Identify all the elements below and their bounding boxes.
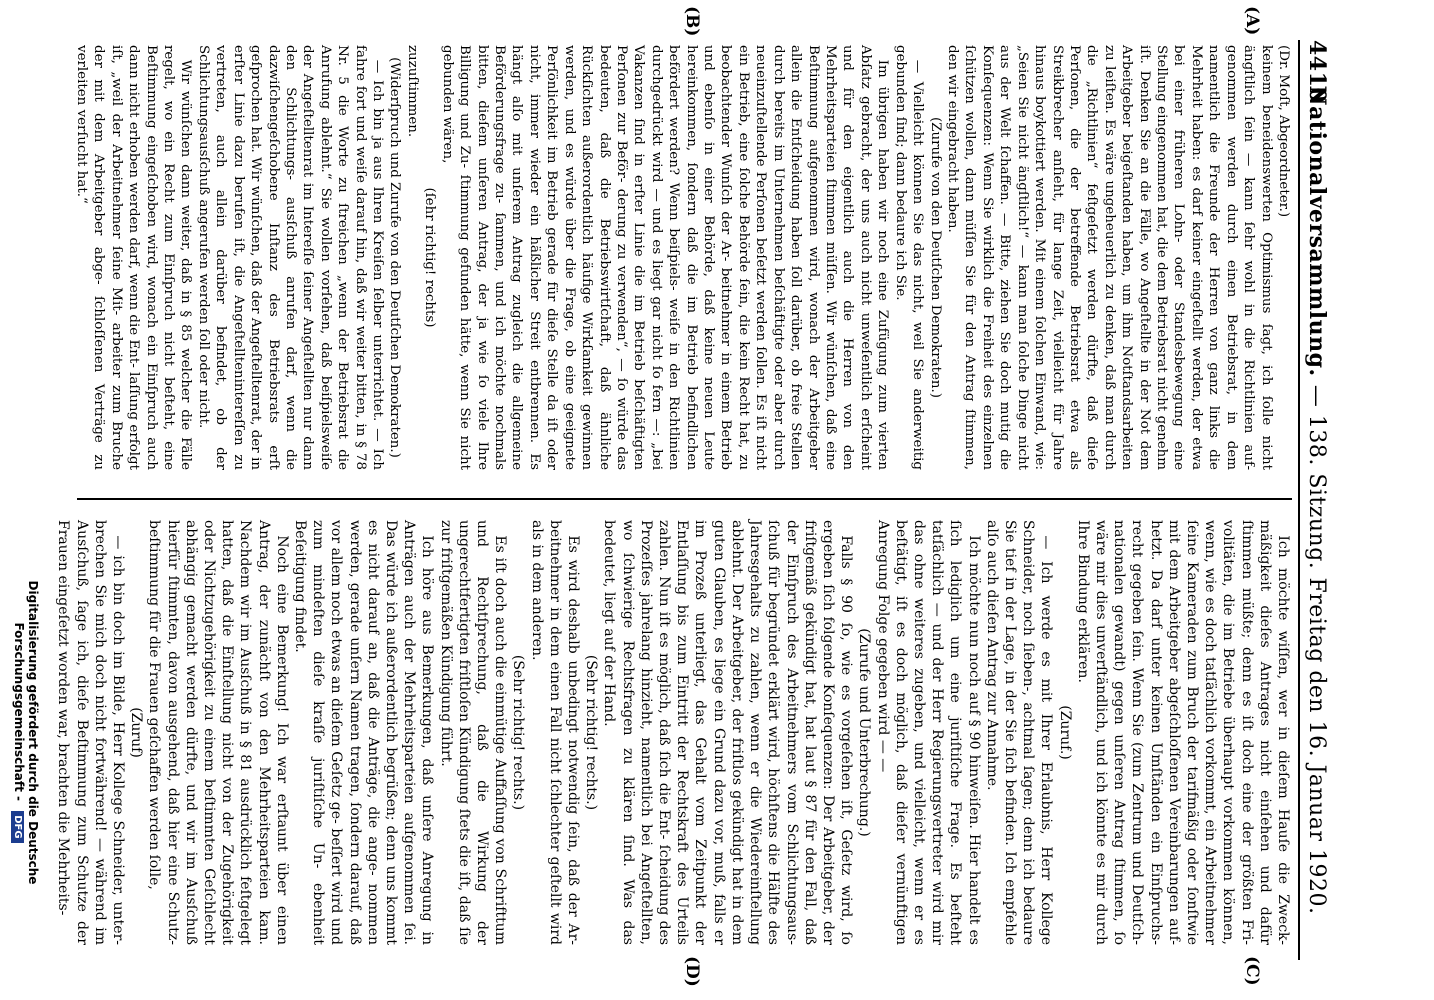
- running-title: [1304, 40, 1330, 960]
- assembly-name: Nationalversammlung.: [1304, 85, 1330, 377]
- paragraph: Ich möchte wiſſen, wer in dieſem Hauſe die Zweck- mäßigkeit dieſes Antrages nicht einſehen und dafür ſtimmen müßte; denn es iſt doch eine der größten Fri- volitäten, die im Betriebe überhaupt vorkommen können, wenn, wie es doch tatſächlich vorkommt, ein Arbeitnehmer ſeine Kameraden zum Bruch der tarifmäßig oder ſonſtwie mit dem Arbeitgeber abgeſchloſſenen Vereinbarungen auf- hetzt. Da darf unter keinen Umſtänden ein Einſpruchs- recht gegeben ſein. Wenn Sie (zum Zentrum und Deutſch- nationalen gewandt) gegen unſeren Antrag ſtimmen, ſo wäre mir dies unverſtändlich, und ich könnte es mir durch Ihre Bindung erklären.: [1074, 520, 1291, 945]
- paragraph: — Ich bin ja aus Ihren Kreiſen ſelber unterrichtet. — Ich fahre fort und weiſe darauf hin, daß wir weiter bitten, in § 78 Nr. 5 die Worte zu ſtreichen „wenn der Betriebsrat die Anrufung ablehnt.“ Sie wollen vorſehen, daß beiſpielsweiſe der Angeſtelltenrat im Intereſſe ſeiner Angeſtellten nur dann den Schlichtungs- ausſchuß anrufen darf, wenn die dazwiſchengeſchobene Inſtanz des Betriebsrats erſt geſprochen hat. Wir wünſchen, daß der Angeſtelltenrat, der in erſter Linie dazu berufen iſt, die Angeſtelltenintereſſen zu vertreten, auch allein darüber befindet, ob der Schlichtungsausſchuß angerufen werden ſoll oder nicht.: [195, 45, 386, 470]
- paragraph: Ich höre aus Bemerkungen, daß unſere Anregung in Anträgen auch der Mehrheitsparteien aufgenommen ſei. Das würde ich außerordentlich begrüßen; denn uns kommt es nicht darauf an, daß die Anträge, die ange- nommen werden, gerade unſern Namen tragen, ſondern darauf, daß vor allem noch etwas an dieſem Geſetz ge- beſſert wird und zum mindeſten dieſe kraſſe juriſtiſche Un- ebenheit Beſeitigung findet.: [292, 520, 436, 945]
- column-divider: [77, 498, 1292, 500]
- session-label: — 138. Sitzung.: [1304, 384, 1329, 570]
- interjection-line: (Zuruf.): [1056, 705, 1073, 760]
- paragraph: — ich bin doch im Bilde, Herr Kollege Schneider, unter- brechen Sie mich doch nicht fortwährend! — während im Ausſchuß, ſage ich, dieſe Beſtimmung zum Schutze der Frauen eingeſetzt worden war, brachten die Mehrheits-: [55, 520, 126, 945]
- margin-mark-d: (D): [682, 956, 702, 987]
- paragraph: zuzuſtimmen.: [404, 45, 420, 138]
- dfg-logo: DFG: [11, 811, 24, 842]
- interjection-line: (Zurufe und Unterbrechung.): [856, 628, 873, 837]
- paragraph: Es wird deshalb unbedingt notwendig ſein, daß der Ar- beitnehmer in dem einen Fall nicht ſchlechter geſtellt wird als in dem anderen.: [528, 520, 582, 945]
- interjection-line: (Zurufe von den Deutſchen Demokraten.): [927, 116, 943, 399]
- margin-mark-b: (B): [682, 6, 702, 37]
- left-text-column: [72, 45, 1292, 470]
- interjection-line: (Sehr richtig! rechts.): [510, 654, 527, 811]
- paragraph: (Dr. Moſt, Abgeordneter.): [1276, 45, 1291, 218]
- interjection-line: (Zuruf): [128, 707, 145, 758]
- interjection-line: (Sehr richtig! rechts.): [583, 654, 600, 811]
- paragraph: Ich möchte nun noch auf § 90 hinweiſen. Hier handelt es ſich lediglich um eine juriſtiſche Frage. Es beſteht tatſächlich — und der Herr Regierungsvertreter wird mir das ohne weiteres zugeben, und vielleicht, wenn er es beſtätigt, iſt es doch möglich, daß dieſer vernünftigen Anregung Folge gegeben wird — —: [874, 520, 982, 945]
- credit-text: Digitalisierung gefördert durch die Deutsche Forschungsgemeinschaft -: [12, 580, 40, 885]
- session-date: Freitag den 16. Januar 1920.: [1304, 577, 1329, 915]
- paragraph: Falls § 90 ſo, wie es vorgeſehen iſt, Geſetz wird, ſo ergeben ſich folgende Konſequenzen: Der Arbeitgeber, der friſtgemäß gekündigt hat, hat laut § 87 für den Fall, daß der Einſpruch des Arbeitnehmers vom Schlichtungsaus- ſchuß für begründet erklärt wird, höchſtens die Hälfte des Jahresgehalts zu zahlen, wenn er die Wiedereinſtellung ablehnt. Der Arbeitgeber, der friſtlos gekündigt hat in dem guten Glauben, es liege ein Grund dazu vor, muß, falls er im Prozeß unterliegt, das Gehalt vom Zeitpunkt der Entlaſſung bis zum Eintritt der Rechtskraft des Urteils zahlen. Nun iſt es möglich, daß ſich die Ent- ſcheidung des Prozeſſes jahrelang hinzieht, namentlich bei Angeſtellten, wo ſchwierige Rechtsfragen zu klären ſind. Was das bedeutet, liegt auf der Hand.: [601, 520, 855, 945]
- interjection-line: (Widerſpruch und Zurufe von den Deutſchen Demokraten.): [387, 57, 403, 458]
- interjection-line: (ſehr richtig! rechts): [422, 187, 438, 328]
- page-header: [1298, 40, 1344, 960]
- paragraph: keinem beneidenswerten Optimismus ſagt, ich ſolle nicht ängſtlich ſein — kann ſehr wohl in die Richtlinien auf- genommen werden durch einen Betriebsrat, in dem namentlich die Freunde der Herren von ganz links die Mehrheit haben: es darf keiner eingeſtellt werden, der etwa bei einer früheren Lohn- oder Standesbewegung eine Stellung eingenommen hat, die dem Betriebsrat nicht genehm iſt. Denken Sie an die Fälle, wo Angeſtellte in der Not dem Arbeitgeber beigeſtanden haben, um ihm Notſtandsarbeiten zu leiſten. Es wäre ungeheuerlich zu denken, daß man durch die „Richtlinien“ feſtgeſetzt werden dürfte, daß dieſe Perſonen, die der betreffende Betriebsrat etwa als Streikbrecher anſieht, für lange Zeit, vielleicht für Jahre hinaus boykottiert werden. Mit einem ſolchen Einwand, wie: „Seien Sie nicht ängſtlich!“ — kann man ſolche Dinge nicht aus der Welt ſchaffen. — Bitte, ziehen Sie doch mutig die Konſequenzen: Wenn Sie wirklich die Freiheit des einzelnen ſchützen wollen, dann müſſen Sie für den Antrag ſtimmen, den wir eingebracht haben.: [944, 45, 1274, 470]
- digitization-credit: [11, 520, 40, 945]
- paragraph: Es iſt doch auch die einmütige Auffaſſung von Schrifttum und Rechtſprechung, daß die Wirkung der ungerechtfertigten friſtloſen Kündigung ſtets die iſt, daß ſie zur friſtgemäßen Kündigung führt.: [437, 520, 509, 945]
- margin-mark-a: (A): [1242, 6, 1262, 36]
- paragraph: — Vielleicht können Sie das nicht, weil Sie anderweitig gebunden ſind; dann bedaure ich Sie.: [892, 45, 926, 470]
- page-number: 4410: [1304, 40, 1330, 104]
- paragraph: Im übrigen haben wir noch eine Zufügung zum vierten Abſatz gebracht, der uns auch nicht unweſentlich erſcheint und für den eigentlich auch die Herren von den Mehrheitsparteien ſtimmen müſſen. Wir wünſchen, daß eine Beſtimmung aufgenommen wird, wonach der Arbeitgeber allein die Entſcheidung haben ſoll darüber, ob freie Stellen durch bereits im Unternehmen beſchäftigte oder aber durch neueinzuſtellende Perſonen beſetzt werden ſollen. Es iſt nicht ein Betrieb, eine ſolche Behörde ſein, die kein Recht hat, zu beobachtender Wunſch der Ar- beitnehmer in einem Betrieb und ebenſo in einer Behörde, daß keine neuen Leute hereinkommen, ſondern daß die im Betrieb befindlichen befördert werden? Wenn beiſpiels- weiſe in den Richtlinien durchgedrückt wird — und es liegt gar nicht ſo fern —: „bei Vakanzen ſind in erſter Linie die im Betrieb beſchäftigten Perſonen zur Beför- derung zu verwenden“, — ſo würde das bedeuten, daß die Betriebswirtſchaft, daß ähnliche Rückſichten außerordentlich häufige Wirkſamkeit gewinnen werden, und es würde über die Frage, ob eine geeignete Perſönlichkeit im Betrieb gerade für dieſe Stelle da iſt oder nicht, immer wieder ein häßlicher Streit entbrennen. Es hängt alſo mit unſerem Antrag zugleich die allgemeine Beförderungsfrage zu- ſammen, und ich möchte nochmals bitten, dieſem unſeren Antrag, der ja wie ſo viele Ihre Billigung und Zu- ſtimmung gefunden hätte, wenn Sie nicht gebunden wären,: [439, 45, 891, 470]
- margin-mark-c: (C): [1242, 956, 1262, 986]
- paragraph: Wir wünſchen dann weiter, daß in § 85 welcher die Fälle regelt, wo ein Recht zum Einſpruch nicht beſteht, eine Beſtimmung eingeſchoben wird, wonach ein Einſpruch auch dann nicht erhoben werden darf, wenn die Ent- laſſung erfolgt iſt, „weil der Arbeitnehmer ſeine Mit- arbeiter zum Bruche der mit dem Arbeitgeber abge- ſchloſſenen Verträge zu verleiten verſucht hat.“: [73, 45, 194, 470]
- paragraph: Noch eine Bemerkung! Ich war erſtaunt über einen Antrag, der zunächſt von den Mehrheitsparteien kam. Nachdem wir im Ausſchuß in § 81 ausdrücklich feſtgelegt hatten, daß die Einſtellung nicht von der Zugehörigkeit oder Nichtzugehörigkeit zu einem beſtimmten Geſchlecht abhängig gemacht werden dürfte, und wir im Ausſchuß hierfür ſtimmten, davon ausgehend, daß hier eine Schutz- beſtimmung für die Frauen geſchaffen werden ſolle,: [146, 520, 290, 945]
- paragraph: — Ich werde es mit Ihrer Erlaubnis, Herr Kollege Schneider, noch ſieben-, achtmal ſagen; denn ich bedaure Sie tief in der Lage, in der Sie ſich befinden. Ich empfehle alſo auch dieſen Antrag zur Annahme.: [983, 520, 1055, 945]
- right-text-column: [54, 520, 1292, 945]
